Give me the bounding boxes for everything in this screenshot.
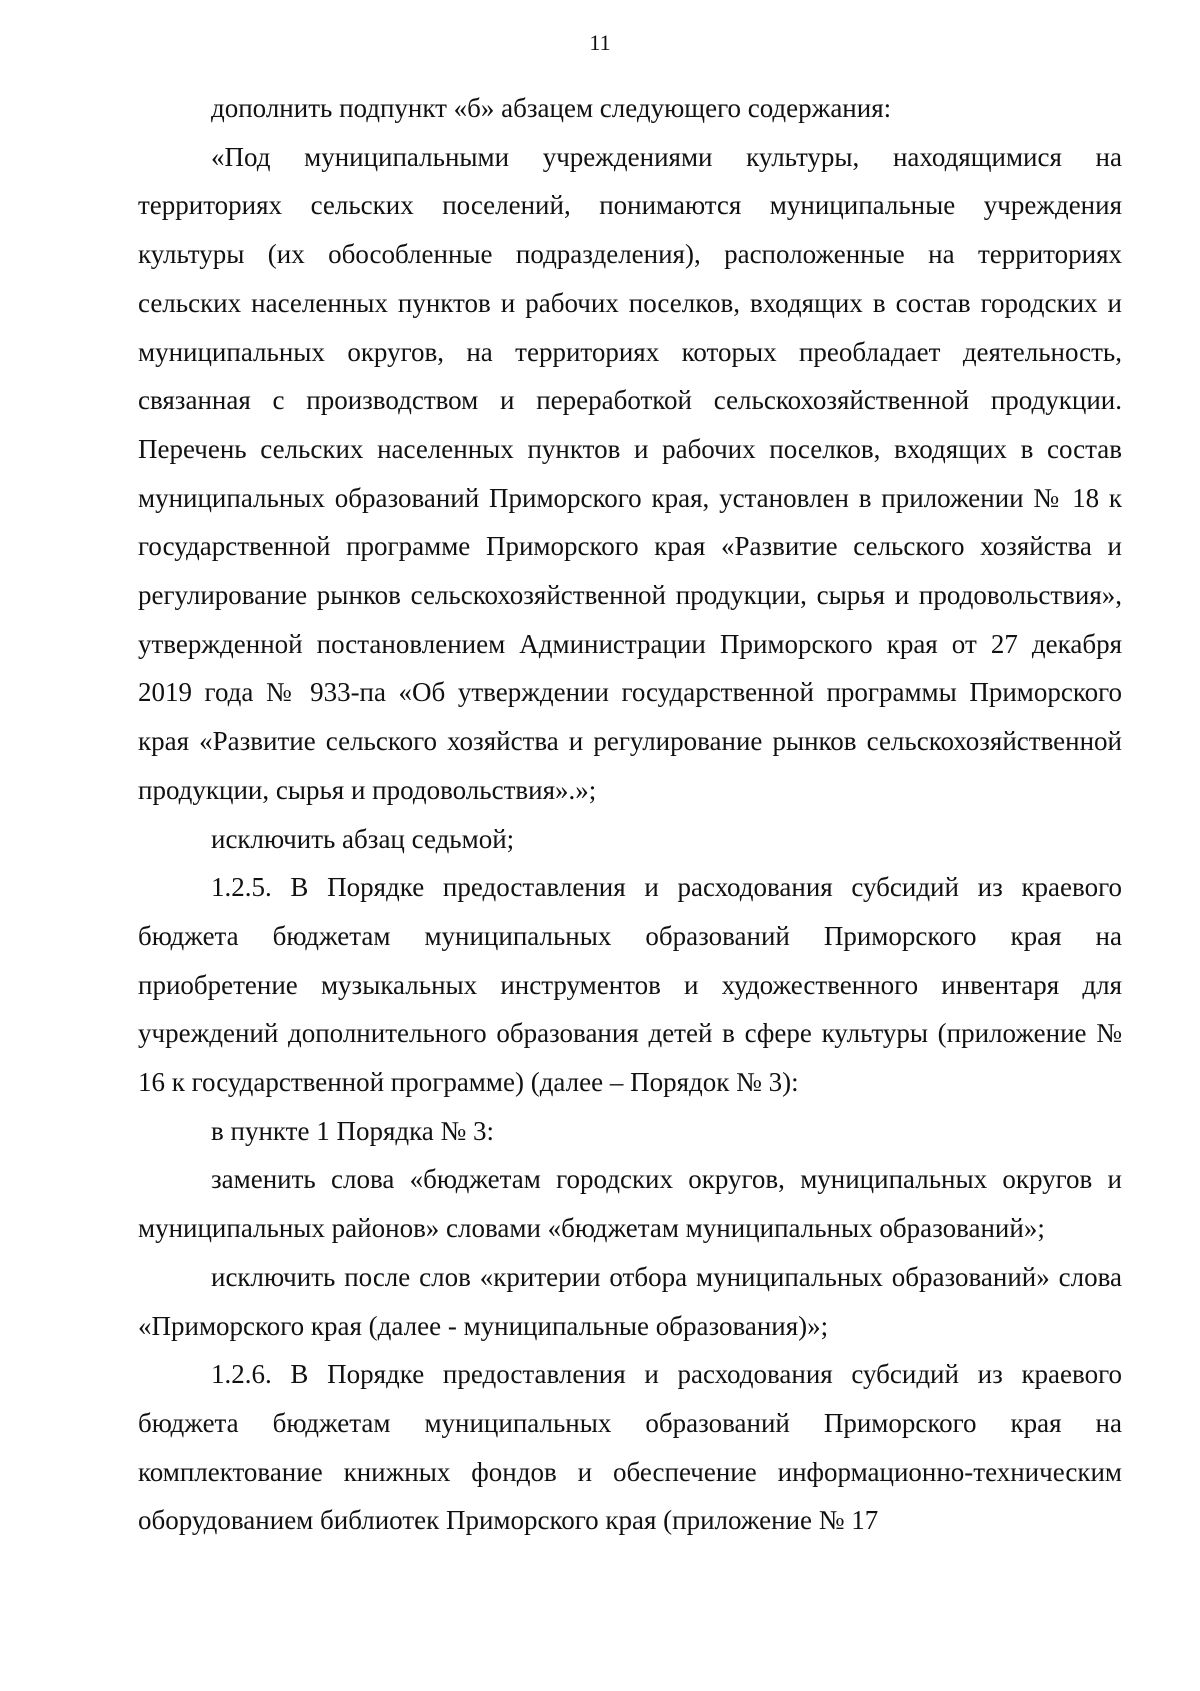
paragraph-rural-culture-definition: «Под муниципальными учреждениями культуры, находящимися на территориях сельских поселений, понимаются муниципальные учреждения культуры (их обособленные подразделения), расположенные на территориях сельских населенных пунктов и рабочих поселков, входящих в состав городских и муниципальных округов, на территориях которых преобладает деятельность, связанная с производством и переработкой сельскохозяйственной продукции. Перечень сельских населенных пунктов и рабочих поселков, входящих в состав муниципальных образований Приморского края, установлен в приложении № 18 к государственной программе Приморского края «Развитие сельского хозяйства и регулирование рынков сельскохозяйственной продукции, сырья и продовольствия», утвержденной постановлением Администрации Приморского края от 27 декабря 2019 года № 933-па «Об утверждении государственной программы Приморского края «Развитие сельского хозяйства и регулирование рынков сельскохозяйственной продукции, сырья и продовольствия».»; — [138, 141, 1122, 805]
paragraph-replace-words: заменить слова «бюджетам городских округов, муниципальных округов и муниципальных районов» словами «бюджетам муниципальных образований»; — [138, 1164, 1122, 1244]
paragraph-exclude-words: исключить после слов «критерии отбора муниципальных образований» слова «Приморского края (далее - муниципальные образования)»; — [138, 1261, 1122, 1341]
paragraph-point-1-order-3: в пункте 1 Порядка № 3: — [211, 1115, 495, 1146]
paragraph-item-1-2-5: 1.2.5. В Порядке предоставления и расходования субсидий из краевого бюджета бюджетам муниципальных образований Приморского края на приобретение музыкальных инструментов и художественного инвентаря для учреждений дополнительного образования детей в сфере культуры (приложение № 16 к государственной программе) (далее – Порядок № 3): — [138, 872, 1122, 1098]
paragraph-exclude-seventh: исключить абзац седьмой; — [211, 823, 515, 854]
page-number: 11 — [589, 30, 611, 55]
paragraph-item-1-2-6: 1.2.6. В Порядке предоставления и расходования субсидий из краевого бюджета бюджетам муниципальных образований Приморского края на комплектование книжных фондов и обеспечение информационно-техническим оборудованием библиотек Приморского края (приложение № 17 — [138, 1359, 1122, 1536]
paragraph-supplement-intro: дополнить подпункт «б» абзацем следующего содержания: — [211, 93, 892, 123]
document-body — [138, 84, 1122, 1545]
